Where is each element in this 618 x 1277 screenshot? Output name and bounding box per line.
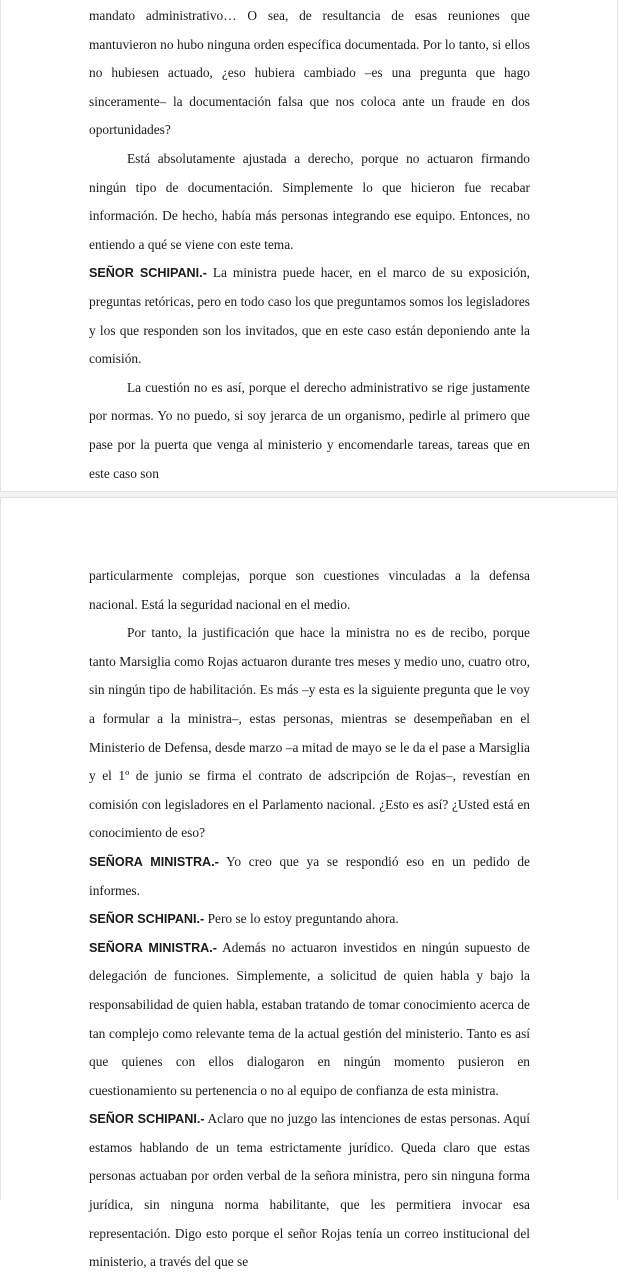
paragraph: particularmente complejas, porque son cuestiones vinculadas a la defensa nacional. Está la seguridad nacional en el medio. xyxy=(89,568,530,612)
speaker-label: SEÑOR SCHIPANI.- xyxy=(89,1112,205,1127)
document-page-2 xyxy=(0,497,618,1270)
speaker-paragraph: SEÑOR SCHIPANI.- Aclaro que no juzgo las intenciones de estas personas. Aquí estamos hablando de un tema estrictamente jurídico. Queda claro que estas personas actuaban por orden verbal de la señora ministra, pero sin ninguna forma jurídica, sin ninguna norma habilitante, que les permitiera invocar esa representación. Digo esto porque el señor Rojas tenía un correo institucional del ministerio, a través del que se xyxy=(89,1111,530,1270)
paragraph: Está absolutamente ajustada a derecho, porque no actuaron firmando ningún tipo de documentación. Simplemente lo que hicieron fue recabar información. De hecho, había más personas integrando ese equipo. Entonces, no entiendo a qué se viene con este tema. xyxy=(89,150,530,252)
page-2-body xyxy=(89,562,530,1277)
speaker-label: SEÑORA MINISTRA.- xyxy=(89,854,219,869)
document-page-1 xyxy=(0,0,618,492)
page-1-body xyxy=(89,2,530,488)
speaker-label: SEÑORA MINISTRA.- xyxy=(89,940,217,955)
speaker-label: SEÑOR SCHIPANI.- xyxy=(89,266,207,281)
speaker-paragraph: SEÑORA MINISTRA.- Yo creo que ya se respondió eso en un pedido de informes. xyxy=(89,853,530,898)
speaker-paragraph: SEÑORA MINISTRA.- Además no actuaron investidos en ningún supuesto de delegación de funciones. Simplemente, a solicitud de quien habla y bajo la responsabilidad de quien habla, estaban tratando de tomar conocimiento acerca de tan complejo como relevante tema de la actual gestión del ministerio. Tanto es así que quienes con ellos dialogaron en ningún momento pusieron en cuestionamiento su pertenencia o no al equipo de confianza de esta ministra. xyxy=(89,939,530,1098)
speaker-paragraph: SEÑOR SCHIPANI.- Pero se lo estoy preguntando ahora. xyxy=(89,911,399,927)
paragraph: La cuestión no es así, porque el derecho administrativo se rige justamente por normas. Yo no puedo, si soy jerarca de un organismo, pedirle al primero que pase por la puerta que venga al ministerio y encomendarle tareas, tareas que en este caso son xyxy=(89,379,530,481)
speaker-paragraph: SEÑOR SCHIPANI.- La ministra puede hacer, en el marco de su exposición, preguntas retóricas, pero en todo caso los que preguntamos somos los legisladores y los que responden son los invitados, que en este caso están deponiendo ante la comisión. xyxy=(89,265,530,367)
paragraph: mandato administrativo… O sea, de resultancia de esas reuniones que mantuvieron no hubo ninguna orden específica documentada. Por lo tanto, si ellos no hubiesen actuado, ¿eso hubiera cambiado –es una pregunta que hago sinceramente– la documentación falsa que nos coloca ante un fraude en dos oportunidades? xyxy=(89,8,530,138)
paragraph: Por tanto, la justificación que hace la ministra no es de recibo, porque tanto Marsiglia como Rojas actuaron durante tres meses y medio uno, cuatro otro, sin ningún tipo de habilitación. Es más –y esta es la siguiente pregunta que le voy a formular a la ministra–, estas personas, mientras se desempeñaban en el Ministerio de Defensa, desde marzo –a mitad de mayo se le da el pase a Marsiglia y el 1º de junio se firma el contrato de adscripción de Rojas–, revestían en comisión con legisladores en el Parlamento nacional. ¿Esto es así? ¿Usted está en conocimiento de eso? xyxy=(89,625,530,841)
speaker-label: SEÑOR SCHIPANI.- xyxy=(89,912,205,927)
